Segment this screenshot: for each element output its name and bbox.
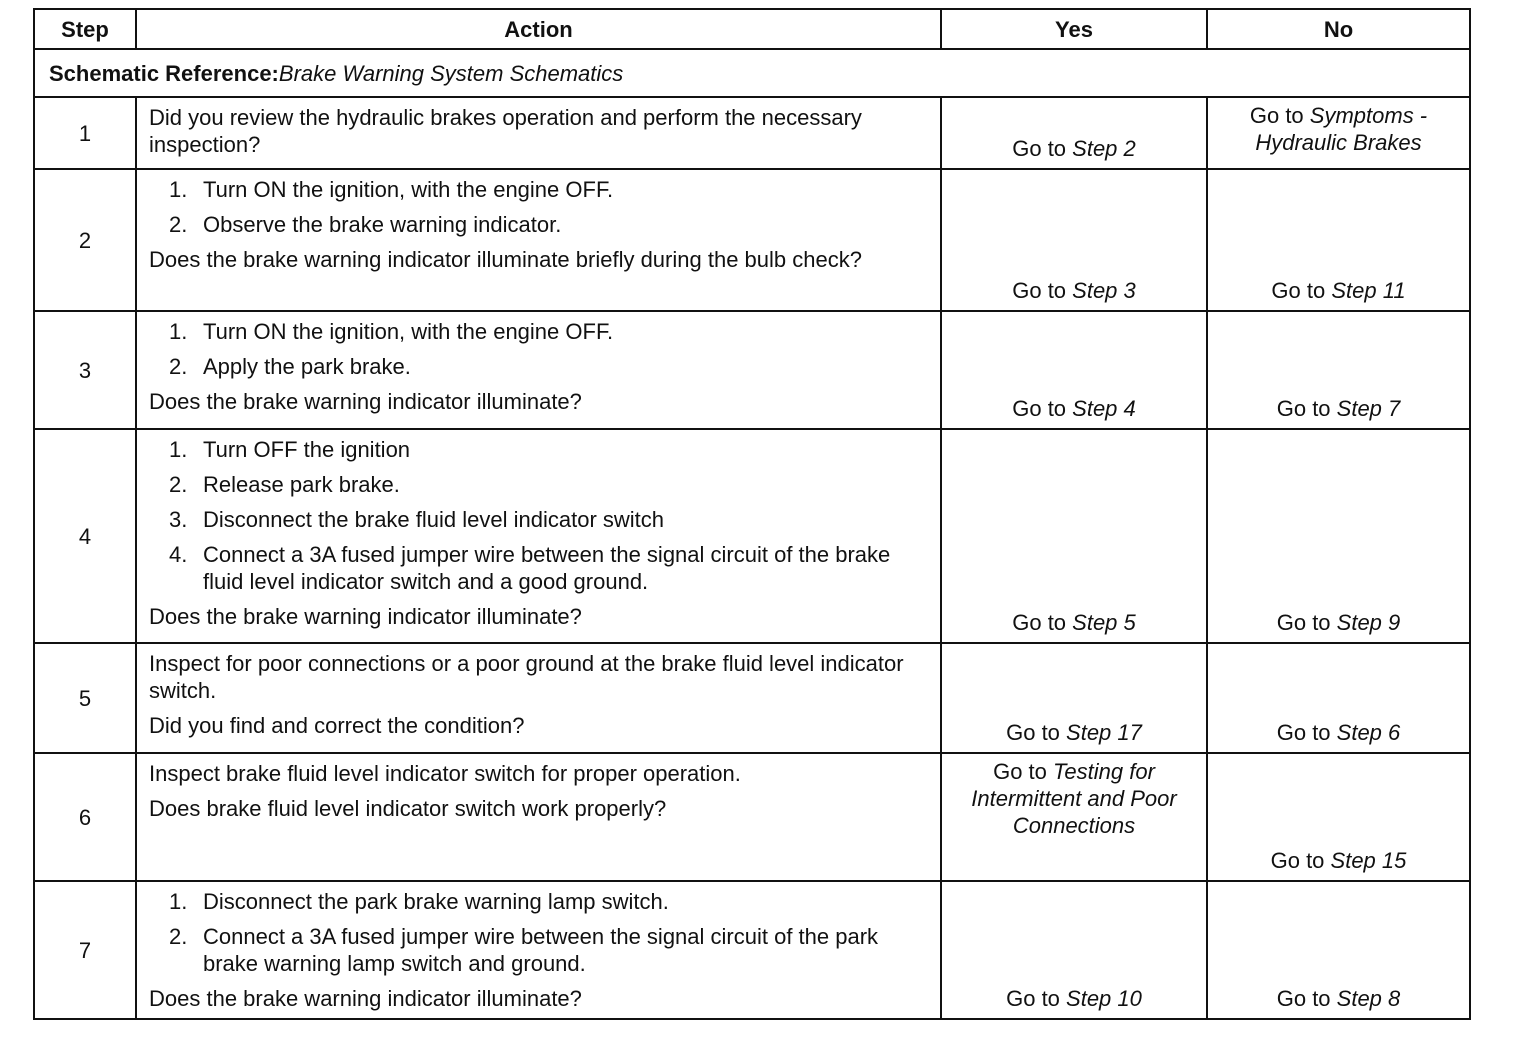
no-prefix: Go to (1271, 278, 1332, 303)
list-number: 4. (169, 542, 188, 567)
action-list-item (149, 888, 928, 915)
no-result (1207, 169, 1470, 311)
action-list-item (149, 176, 928, 203)
no-result (1207, 643, 1470, 753)
action-question: Inspect for poor connections or a poor ground at the brake fluid level indicator switch. (149, 651, 904, 703)
no-prefix: Go to (1276, 610, 1337, 635)
action-question: Does the brake warning indicator illuminate? (149, 986, 582, 1011)
list-number: 2. (169, 924, 188, 949)
table-row (34, 97, 1470, 169)
list-text: Disconnect the brake fluid level indicator switch (203, 507, 665, 532)
action-question: Inspect brake fluid level indicator switch for proper operation. (149, 761, 741, 786)
action-cell (136, 169, 941, 311)
list-text: Turn ON the ignition, with the engine OFF. (203, 319, 614, 344)
no-result (1207, 97, 1470, 169)
yes-prefix: Go to (1012, 396, 1073, 421)
no-link[interactable]: Step 9 (1336, 610, 1401, 635)
no-prefix: Go to (1270, 848, 1331, 873)
list-text: Turn ON the ignition, with the engine OFF. (203, 177, 614, 202)
no-result (1207, 311, 1470, 429)
yes-result (941, 643, 1207, 753)
yes-result (941, 429, 1207, 643)
no-prefix: Go to (1276, 986, 1337, 1011)
action-list-item (149, 318, 928, 345)
yes-prefix: Go to (1006, 986, 1067, 1011)
table-row (34, 169, 1470, 311)
yes-prefix: Go to (1012, 610, 1073, 635)
step-number: 4 (34, 429, 136, 643)
action-question: Does the brake warning indicator illuminate? (149, 389, 582, 414)
list-text: Observe the brake warning indicator. (203, 212, 562, 237)
yes-result (941, 311, 1207, 429)
no-link[interactable]: Step 8 (1336, 986, 1401, 1011)
list-text: Disconnect the park brake warning lamp switch. (203, 889, 669, 914)
list-number: 1. (169, 889, 188, 914)
list-text: Apply the park brake. (203, 354, 411, 379)
header-yes: Yes (941, 9, 1207, 49)
yes-prefix: Go to (1012, 278, 1073, 303)
step-number: 1 (34, 97, 136, 169)
list-text: Connect a 3A fused jumper wire between the signal circuit of the park brake warning lamp switch and ground. (203, 924, 879, 976)
list-number: 3. (169, 507, 188, 532)
table-row (34, 753, 1470, 881)
list-number: 2. (169, 354, 188, 379)
action-list-item (149, 471, 928, 498)
no-prefix: Go to (1276, 720, 1337, 745)
action-list-item (149, 541, 928, 595)
action-question: Does the brake warning indicator illuminate? (149, 604, 582, 629)
no-link[interactable]: Step 15 (1330, 848, 1407, 873)
action-cell (136, 643, 941, 753)
diagnostic-table (33, 8, 1471, 1020)
step-number: 2 (34, 169, 136, 311)
action-cell (136, 97, 941, 169)
header-row (34, 9, 1470, 49)
list-number: 2. (169, 212, 188, 237)
yes-result (941, 881, 1207, 1019)
action-cell (136, 881, 941, 1019)
action-list-item (149, 211, 928, 238)
list-text: Connect a 3A fused jumper wire between the signal circuit of the brake fluid level indicator switch and a good ground. (203, 542, 891, 594)
yes-prefix: Go to (1012, 136, 1073, 161)
yes-result (941, 753, 1207, 881)
no-link[interactable]: Step 7 (1336, 396, 1401, 421)
table-row (34, 881, 1470, 1019)
yes-link[interactable]: Step 10 (1066, 986, 1142, 1011)
list-text: Turn OFF the ignition (203, 437, 411, 462)
step-number: 7 (34, 881, 136, 1019)
yes-link[interactable]: Testing for Intermittent and Poor Connections (971, 759, 1177, 838)
header-no: No (1207, 9, 1470, 49)
schematic-row (34, 49, 1470, 97)
list-number: 1. (169, 177, 188, 202)
action-cell (136, 311, 941, 429)
yes-result (941, 169, 1207, 311)
no-link[interactable]: Step 6 (1336, 720, 1401, 745)
schematic-label: Schematic Reference: (49, 60, 279, 86)
action-list-item (149, 923, 928, 977)
header-step: Step (34, 9, 136, 49)
action-question: Did you find and correct the condition? (149, 713, 525, 738)
list-number: 1. (169, 437, 188, 462)
action-cell (136, 429, 941, 643)
action-list-item (149, 353, 928, 380)
yes-link[interactable]: Step 3 (1072, 278, 1136, 303)
yes-prefix: Go to (993, 759, 1053, 784)
no-result (1207, 429, 1470, 643)
action-list-item (149, 436, 928, 463)
action-question: Did you review the hydraulic brakes operation and perform the necessary inspection? (149, 105, 862, 157)
list-number: 2. (169, 472, 188, 497)
no-result (1207, 881, 1470, 1019)
list-number: 1. (169, 319, 188, 344)
yes-prefix: Go to (1006, 720, 1067, 745)
no-prefix: Go to (1276, 396, 1337, 421)
no-prefix: Go to (1249, 103, 1310, 128)
step-number: 6 (34, 753, 136, 881)
table-row (34, 311, 1470, 429)
action-question: Does the brake warning indicator illuminate briefly during the bulb check? (149, 247, 862, 272)
list-text: Release park brake. (203, 472, 400, 497)
no-link[interactable]: Symptoms - Hydraulic Brakes (1255, 103, 1428, 155)
no-link[interactable]: Step 11 (1331, 278, 1406, 303)
yes-link[interactable]: Step 17 (1066, 720, 1142, 745)
table-row (34, 429, 1470, 643)
yes-link[interactable]: Step 2 (1072, 136, 1136, 161)
schematic-link[interactable]: Brake Warning System Schematics (278, 60, 624, 86)
action-list-item (149, 506, 928, 533)
yes-link[interactable]: Step 5 (1072, 610, 1136, 635)
step-number: 5 (34, 643, 136, 753)
action-question: Does brake fluid level indicator switch work properly? (149, 796, 667, 821)
yes-result (941, 97, 1207, 169)
step-number: 3 (34, 311, 136, 429)
yes-link[interactable]: Step 4 (1072, 396, 1136, 421)
schematic-reference (34, 49, 1470, 97)
action-cell (136, 753, 941, 881)
header-action: Action (136, 9, 941, 49)
table-row (34, 643, 1470, 753)
no-result (1207, 753, 1470, 881)
